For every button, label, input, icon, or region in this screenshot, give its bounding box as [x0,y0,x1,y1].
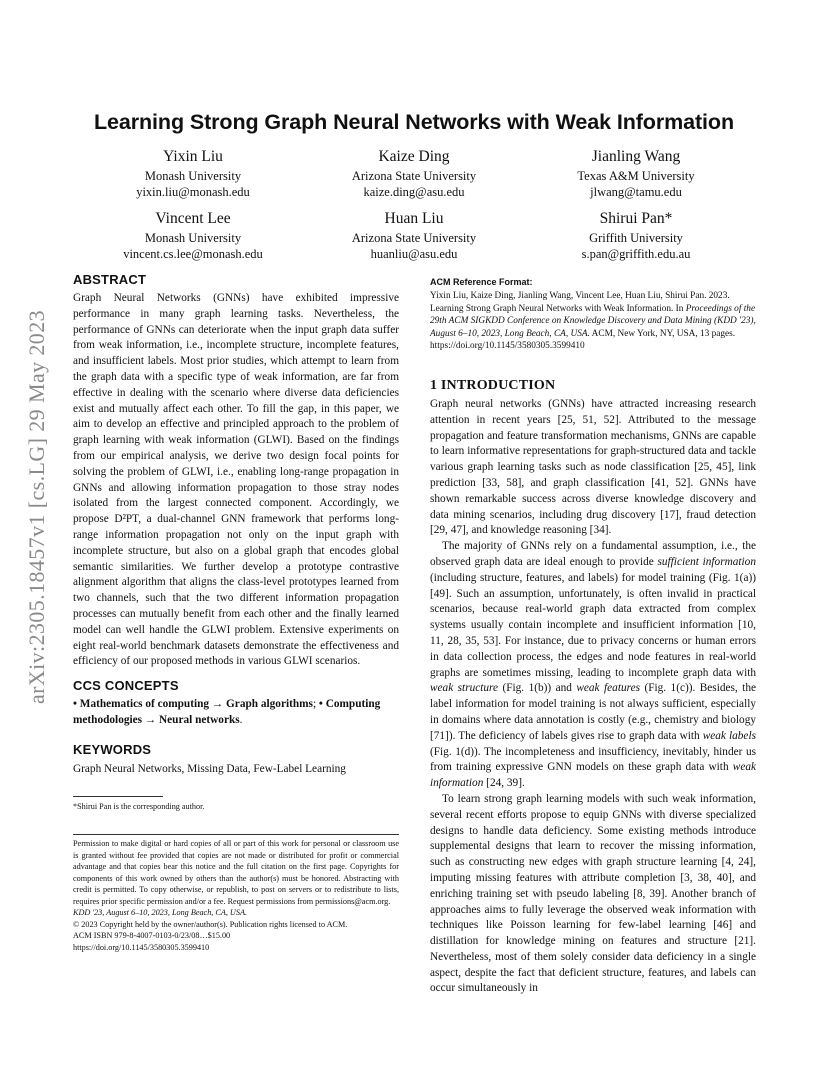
abstract-heading: ABSTRACT [73,272,147,287]
acm-ref-publisher: ACM, New York, NY, USA, 13 pages. https://doi.org/10.1145/3580305.3599410 [430,328,736,352]
intro-paragraph-1: Graph neural networks (GNNs) have attracted increasing research attention in recent years [25, 51, 52]. Attributed to the message propagation and feature transformation mechanisms, GNNs are capable to learn informative representations for graph-structured data and tackle various graph learning tasks such as node classification [25, 45], link prediction [33, 58], and graph classification [41, 52]. GNNs have shown remarkable success across diverse knowledge discovery and data mining scenarios, including drug discovery [17], fraud detection [29, 47], and knowledge reasoning [34]. [430,398,756,537]
text-run: (Fig. 1(b)) and [498,682,577,695]
permission-doi: https://doi.org/10.1145/3580305.3599410 [73,942,210,952]
author-email: vincent.cs.lee@monash.edu [123,247,263,261]
text-run-italic: weak information [430,761,756,790]
author [304,148,524,200]
author-name: Shirui Pan* [599,210,673,227]
acm-ref-proceedings: Proceedings of the 29th ACM SIGKDD Conference on Knowledge Discovery and Data Mining (KDD '23), August 6–10, 2023, Long Beach, CA, USA. [430,303,756,339]
author-email: s.pan@griffith.edu.au [581,247,691,261]
acm-ref-authors: Yixin Liu, Kaize Ding, Jianling Wang, Vincent Lee, Huan Liu, Shirui Pan. 2023. Learning Strong Graph Neural Networks with Weak Information. In [430,291,730,314]
ccs-item-2-target: Neural networks [159,713,240,726]
text-run: [24, 39]. [483,777,525,790]
author [83,210,303,262]
author-affiliation: Monash University [144,169,242,183]
intro-paragraph-3: To learn strong graph learning models with such weak information, several recent efforts propose to equip GNNs with diverse specialized designs to handle data deficiency. Some existing methods introduce supplemental designs that learn to recover the missing information, such as constructing new edges with graph structure learning [4, 24], imputing missing features with attribute completion [3, 38, 40], and enriching training set with pseudo labeling [8, 39]. Another branch of approaches aims to fully leverage the observed weak information with techniques like Poisson learning for few-label learning [46] and distillation for knowledge mining on features and structure [21]. Nevertheless, most of them solely consider data deficiency in a single aspect, despite the fact that deficient structure, features, and labels can occur simultaneously in [430,792,756,995]
permission-rule [73,834,399,835]
author [83,148,303,200]
intro-heading: 1 INTRODUCTION [430,378,556,393]
text-run: (Fig. 1(c)). Besides, the label information for model training is not always sufficient, especially in domains where data annotation is costly (e.g., chemistry and biology [71]). The deficiency of labels gives rise to graph data with [430,682,756,742]
author-affiliation: Arizona State University [351,169,477,183]
text-run-italic: weak structure [430,682,499,695]
ccs-heading: CCS CONCEPTS [73,678,179,693]
ccs-item-1-target: Graph algorithms [226,698,313,710]
author-affiliation: Texas A&M University [577,169,695,183]
author [526,148,746,200]
permission-venue: KDD '23, August 6–10, 2023, Long Beach, CA, USA. [73,908,247,917]
author [526,210,746,262]
author-name: Huan Liu [384,210,444,227]
author [304,210,524,262]
text-run-italic: weak features [576,682,640,695]
ccs-concepts: • Mathematics of computing → Graph algorithms; • Computing methodologies → Neural networks. [73,698,381,726]
author-email: yixin.liu@monash.edu [136,185,250,199]
author-name: Vincent Lee [155,210,231,227]
author-name: Yixin Liu [163,148,223,165]
text-run: (including structure, features, and labels) for model training (Fig. 1(a)) [49]. Such an assumption, unfortunately, is often invalid in practical scenarios, because real-world graph data extracted from complex systems usually contain incomplete and insufficient information [10, 11, 28, 35, 53]. For instance, due to privacy concerns or human errors in data collection process, the edges and node features in real-world graphs are sometimes missing, leading to incomplete graph data with [430,571,756,679]
arxiv-stamp: arXiv:2305.18457v1 [cs.LG] 29 May 2023 [24,309,49,705]
text-run-italic: sufficient information [657,555,756,568]
footnote: *Shirui Pan is the corresponding author. [73,802,205,811]
permission-text: Permission to make digital or hard copies of all or part of this work for personal or classroom use is granted without fee provided that copies are not made or distributed for profit or commercial advantage and that copies bear this notice and the full citation on the first page. Copyrights for components of this work owned by others than the author(s) must be honored. Abstracting with credit is permitted. To copy otherwise, or republish, to post on servers or to redistribute to lists, requires prior specific permission and/or a fee. Request permissions from permissions@acm.org. [73,839,399,906]
permission-copyright: © 2023 Copyright held by the owner/author(s). Publication rights licensed to ACM. [73,919,348,929]
keywords-heading: KEYWORDS [73,742,152,757]
author-affiliation: Monash University [144,231,242,245]
author-affiliation: Griffith University [589,231,683,245]
keywords-text: Graph Neural Networks, Missing Data, Few-Label Learning [73,763,346,775]
permission-block [73,838,399,953]
author-name: Jianling Wang [591,148,681,165]
intro-text [430,397,756,997]
ccs-item-2: • Computing methodologies [73,698,381,726]
author-affiliation: Arizona State University [351,231,477,245]
permission-isbn: ACM ISBN 979-8-4007-0103-0/23/08…$15.00 [73,931,231,940]
author-email: kaize.ding@asu.edu [363,185,465,199]
text-run: The majority of GNNs rely on a fundamental assumption, i.e., the observed graph data are ideal enough to provide [430,540,756,568]
acm-ref-text [430,290,756,353]
abstract-text: Graph Neural Networks (GNNs) have exhibited impressive performance in many graph learning tasks. Nevertheless, the performance of GNNs can deteriorate when the input graph data suffer from weak information, i.e., incomplete structure, incomplete features, and insufficient labels. Most prior studies, which attempt to learn from the graph data with a specific type of weak information, are far from effective in dealing with the scenario where diverse data deficiencies exist and mutually affect each other. To fill the gap, in this paper, we aim to develop an effective and principled approach to the problem of graph learning with weak information (GLWI). Based on the findings from our empirical analysis, we derive two design focal points for solving the problem of GLWI, i.e., enabling long-range propagation in GNNs and allowing information propagation to those stray nodes isolated from the largest connected component. Accordingly, we propose D²PT, a dual-channel GNN framework that performs long-range information propagation not only on the input graph with incomplete structure, but also on a global graph that encodes global semantic similarities. We further develop a prototype contrastive alignment algorithm that aligns the class-level prototypes learned from two channels, such that the two different information propagation processes can mutually benefit from each other and the finally learned model can well handle the GLWI problem. Extensive experiments on eight real-world benchmark datasets demonstrate the effectiveness and efficiency of our proposed methods in various GLWI scenarios. [73,292,399,668]
paper-title: Learning Strong Graph Neural Networks with Weak Information [94,110,734,134]
ccs-arrow: → [211,698,224,710]
author-email: jlwang@tamu.edu [590,185,682,199]
ccs-arrow: → [144,713,157,726]
author-email: huanliu@asu.edu [370,247,458,261]
text-run-italic: weak labels [702,729,756,742]
acm-ref-heading: ACM Reference Format: [430,277,533,287]
footnote-rule [73,796,163,797]
intro-paragraph-2 [430,539,756,792]
ccs-item-1: • Mathematics of computing [73,698,210,710]
text-run: (Fig. 1(d)). The incompleteness and insufficiency, inevitably, hinder us from training expressive GNN models on these graph data with [430,745,756,774]
author-name: Kaize Ding [378,148,450,165]
